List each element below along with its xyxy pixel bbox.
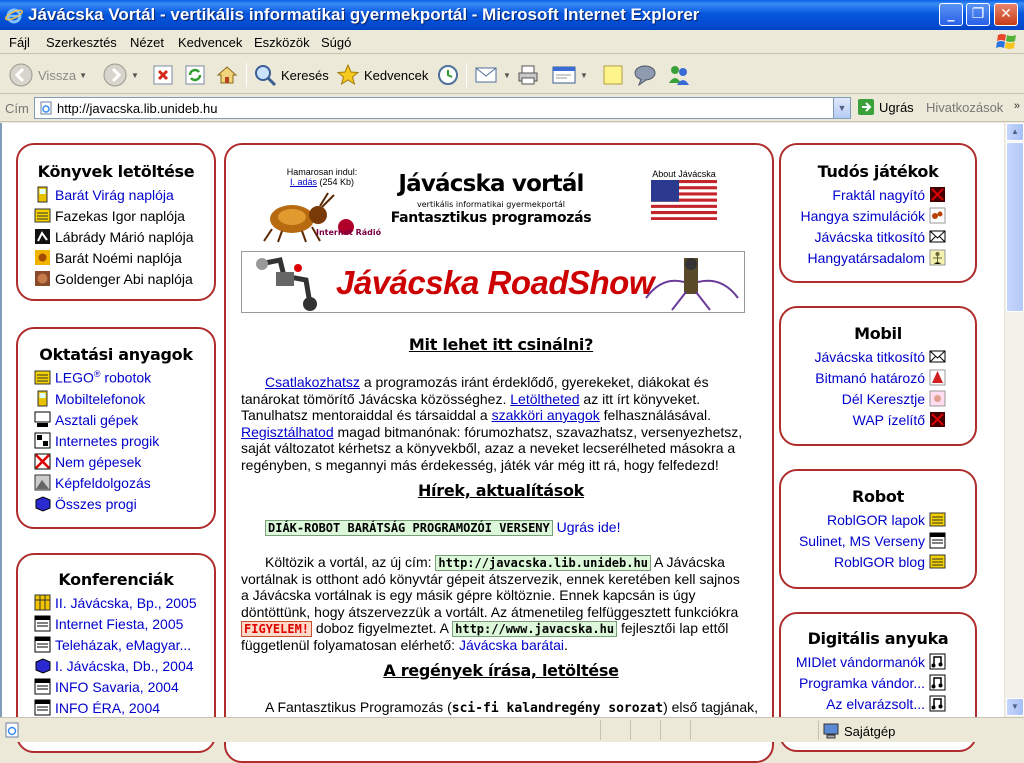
- document-icon: [34, 678, 51, 695]
- book-icon: [34, 207, 51, 224]
- radio-promo: Hamarosan indul: I. adás (254 Kb): [286, 167, 358, 187]
- list-item[interactable]: Barát Virág naplója: [34, 184, 214, 205]
- scroll-up-button[interactable]: ▲: [1006, 123, 1024, 141]
- search-icon: [253, 63, 277, 87]
- main-content: [224, 143, 774, 763]
- book-icon: [929, 553, 946, 570]
- forward-arrow-icon: [102, 62, 128, 88]
- novels-paragraph: A Fantasztikus Programozás (sci-fi kalandregény sorozat) első tagjának,: [265, 699, 759, 716]
- print-button[interactable]: [516, 61, 540, 89]
- edu-title: Oktatási anyagok: [39, 345, 193, 364]
- menu-help[interactable]: Súgó: [321, 35, 352, 50]
- books-list: [34, 184, 214, 289]
- robot-box: [779, 469, 977, 589]
- books-box: [16, 143, 216, 301]
- address-dropdown-button[interactable]: ▼: [833, 98, 850, 118]
- menu-edit[interactable]: Szerkesztés: [46, 35, 117, 50]
- calendar-icon: [34, 594, 51, 611]
- list-item[interactable]: Nem gépesek: [34, 451, 214, 472]
- list-item[interactable]: II. Jávácska, Bp., 2005: [34, 592, 214, 613]
- robot-title: Robot: [852, 487, 904, 506]
- dropdown-arrow-icon: ▼: [503, 70, 511, 80]
- address-url: http://javacska.lib.unideb.hu: [57, 101, 218, 116]
- about-javacska[interactable]: About Jávácska: [644, 169, 724, 222]
- mail-icon: [474, 63, 500, 87]
- list-item[interactable]: Hangyatársadalom: [781, 247, 946, 268]
- scroll-down-button[interactable]: ▼: [1006, 698, 1024, 716]
- go-arrow-icon: [857, 98, 875, 116]
- refresh-button[interactable]: [184, 61, 206, 89]
- close-button[interactable]: ✕: [994, 3, 1018, 26]
- list-item[interactable]: Fazekas Igor naplója: [34, 205, 214, 226]
- list-item[interactable]: Sulinet, MS Verseny: [781, 530, 946, 551]
- dev-address: http://www.javacska.hu: [452, 621, 617, 637]
- page-viewport: [0, 123, 1004, 717]
- back-arrow-icon: [8, 62, 34, 88]
- site-subtitle: vertikális informatikai gyermekportál: [417, 200, 565, 209]
- digital-list: [781, 651, 946, 714]
- document-icon: [34, 615, 51, 632]
- list-item[interactable]: RoblGOR lapok: [781, 509, 946, 530]
- episode-link[interactable]: I. adás: [289, 177, 317, 187]
- mobile-title: Mobil: [854, 324, 902, 343]
- news-paragraph: Költözik a vortál, az új cím: http://javacska.lib.unideb.hu A Jávácska vortálnak is otthont adó könyvtár gépeit átszervezik, ennek keretében kell sajnos a Jávácska vortálnak is egy másik gépre költöznie. Ennek kapcsán is úgy döntöttünk, hogy átszervezzük a vortált. Az átmenetileg felfüggesztett funkciókra FIGYELEM! doboz figyelmeztet. A http://www.javacska.hu fejlesztői lap ettől függetlenül folyamatosan elérhető: Jávácska barátai.: [241, 554, 740, 653]
- messenger-button[interactable]: [633, 61, 659, 89]
- list-item[interactable]: RoblGOR blog: [781, 551, 946, 572]
- lego-robot-image: [250, 254, 340, 312]
- edit-button[interactable]: [551, 61, 588, 89]
- contest-row: [265, 519, 620, 535]
- intro-paragraph: Csatlakozhatsz a programozás iránt érdeklődő, gyerekeket, diákokat és tanárokat tömörítő Jávácska közösséghez. Letöltheted az itt írt könyveket. Tanulhatsz mentoraiddal és társaiddal a szakköri anyagok felhasználásával. Regisztálhatod magad bitmanónak: fórumozhatsz, szavazhatsz, versenyezhetsz, saját változatot kérhetsz a könyvekből, azaz a neveket lecserélheted másokra a regényben, s megannyi más érdekesség, játék vár még itt rá, hogy felfedezd!: [241, 374, 743, 473]
- favorites-button[interactable]: Kedvencek: [336, 61, 428, 89]
- internet-explorer-icon: [5, 6, 23, 24]
- music-note-icon: [929, 674, 946, 691]
- document-icon: [34, 699, 51, 716]
- go-button[interactable]: Ugrás: [857, 98, 914, 116]
- banner-title: Jávácska RoadShow: [336, 264, 654, 301]
- list-item[interactable]: Jávácska titkosító: [781, 226, 946, 247]
- note-icon: [601, 63, 625, 87]
- contest-link[interactable]: Ugrás ide!: [556, 519, 621, 535]
- mobile-list: [781, 346, 946, 430]
- robot-icon: [34, 228, 51, 245]
- scroll-thumb[interactable]: [1006, 142, 1024, 312]
- home-button[interactable]: [215, 61, 239, 89]
- digital-title: Digitális anyuka: [807, 629, 949, 648]
- list-item[interactable]: Goldenger Abi naplója: [34, 268, 214, 289]
- games-list: [781, 184, 946, 268]
- fractal-icon: [929, 411, 946, 428]
- page-icon: [39, 101, 53, 115]
- bitmano-icon: [929, 369, 946, 386]
- menu-view[interactable]: Nézet: [130, 35, 164, 50]
- us-flag-icon: [651, 180, 717, 220]
- envelope-icon: [929, 228, 946, 245]
- cube-icon: [34, 495, 51, 512]
- new-address: http://javacska.lib.unideb.hu: [435, 555, 651, 571]
- refresh-icon: [184, 64, 206, 86]
- address-bar: [0, 95, 1024, 122]
- list-item[interactable]: WAP ízelítő: [781, 409, 946, 430]
- standard-toolbar: [0, 55, 1024, 94]
- links-toolbar-label[interactable]: Hivatkozások: [926, 100, 1004, 115]
- menu-bar: [0, 30, 1024, 54]
- list-item[interactable]: Mobiltelefonok: [34, 388, 214, 409]
- ant-radio-image[interactable]: [262, 191, 382, 243]
- cube-icon: [34, 657, 51, 674]
- warning-badge: FIGYELEM!: [241, 621, 312, 637]
- contest-badge: DIÁK-ROBOT BARÁTSÁG PROGRAMOZÓI VERSENY: [265, 520, 553, 536]
- window-title: Jávácska Vortál - vertikális informatikai gyermekportál - Microsoft Internet Explorer: [28, 5, 700, 24]
- site-header: [376, 171, 606, 226]
- what-heading: Mit lehet itt csinálni?: [408, 335, 594, 354]
- games-title: Tudós játékok: [817, 162, 939, 181]
- dropdown-arrow-icon: ▼: [131, 70, 139, 80]
- ant-colony-icon: [929, 249, 946, 266]
- register-link[interactable]: Regisztálhatod: [241, 423, 334, 440]
- home-icon: [215, 63, 239, 87]
- list-item[interactable]: Jávácska titkosító: [781, 346, 946, 367]
- desktop-computer-icon: [34, 411, 51, 428]
- list-item[interactable]: INFO Savaria, 2004: [34, 676, 214, 697]
- games-box: [779, 143, 977, 283]
- dropdown-arrow-icon: ▼: [580, 70, 588, 80]
- windows-logo-icon: [996, 32, 1018, 52]
- mail-button[interactable]: [474, 61, 511, 89]
- join-link[interactable]: Csatlakozhatsz: [265, 374, 360, 390]
- site-slogan: Fantasztikus programozás: [390, 210, 592, 226]
- security-zone: Sajátgép: [822, 722, 895, 740]
- list-item[interactable]: Képfeldolgozás: [34, 472, 214, 493]
- list-item[interactable]: Összes progi: [34, 493, 214, 514]
- list-item[interactable]: Dél Keresztje: [781, 388, 946, 409]
- list-item[interactable]: Bitmanó határozó: [781, 367, 946, 388]
- document-icon: [34, 636, 51, 653]
- page-done-icon: [4, 722, 20, 738]
- music-note-icon: [929, 653, 946, 670]
- list-item[interactable]: Asztali gépek: [34, 409, 214, 430]
- robot-list: [781, 509, 946, 572]
- address-label: Cím: [5, 101, 29, 116]
- discuss-button[interactable]: [601, 61, 625, 89]
- list-item[interactable]: Internet Fiesta, 2005: [34, 613, 214, 634]
- roadshow-banner[interactable]: [241, 251, 745, 313]
- list-item[interactable]: [34, 367, 214, 388]
- envelope-icon: [929, 348, 946, 365]
- mobile-phone-icon: [34, 186, 51, 203]
- star-icon: [336, 63, 360, 87]
- stop-button[interactable]: [152, 61, 174, 89]
- site-title: Jávácska vortál: [398, 171, 584, 197]
- menu-tools[interactable]: Eszközök: [254, 35, 310, 50]
- flower-icon: [34, 249, 51, 266]
- title-bar[interactable]: [0, 0, 1024, 30]
- history-button[interactable]: [436, 61, 460, 89]
- printer-icon: [516, 63, 540, 87]
- people-icon: [666, 63, 692, 87]
- music-note-icon: [929, 695, 946, 712]
- image-processing-icon: [34, 474, 51, 491]
- list-item[interactable]: Lábrády Márió naplója: [34, 226, 214, 247]
- friends-link[interactable]: Jávácska barátai: [458, 636, 564, 653]
- download-link[interactable]: Letöltheted: [510, 390, 580, 407]
- list-item[interactable]: Barát Noémi naplója: [34, 247, 214, 268]
- list-item[interactable]: I. Jávácska, Db., 2004: [34, 655, 214, 676]
- list-item[interactable]: Teleházak, eMagyar...: [34, 634, 214, 655]
- list-item[interactable]: INFO ÉRA, 2004: [34, 697, 214, 718]
- picture-icon: [34, 270, 51, 287]
- spider-robot-image: [642, 254, 742, 312]
- forward-button[interactable]: [102, 61, 139, 89]
- network-icon: [34, 432, 51, 449]
- list-item[interactable]: Hangya szimulációk: [781, 205, 946, 226]
- chat-bubble-icon: [633, 63, 659, 87]
- search-button[interactable]: Keresés: [253, 61, 329, 89]
- stop-icon: [152, 64, 174, 86]
- chevron-right-icon[interactable]: »: [1013, 100, 1020, 112]
- list-item[interactable]: Internetes progik: [34, 430, 214, 451]
- maximize-button[interactable]: ❐: [966, 3, 990, 26]
- minimize-button[interactable]: _: [939, 3, 963, 26]
- ant-icon: [929, 207, 946, 224]
- dropdown-arrow-icon: ▼: [79, 70, 87, 80]
- lego-robots-link[interactable]: LEGO® robotok: [55, 369, 152, 386]
- club-materials-link[interactable]: szakköri anyagok: [491, 407, 600, 423]
- news-heading: Hírek, aktualítások: [417, 481, 585, 500]
- radio-label: Internet Rádió: [316, 228, 382, 237]
- book-icon: [34, 369, 51, 386]
- document-icon: [929, 532, 946, 549]
- edu-box: [16, 327, 216, 529]
- menu-file[interactable]: Fájl: [9, 35, 30, 50]
- mobile-box: [779, 306, 977, 446]
- address-input[interactable]: [34, 97, 851, 119]
- list-item[interactable]: MIDlet vándormanók: [781, 651, 946, 672]
- mobile-phone-icon: [34, 390, 51, 407]
- books-title: Könyvek letöltése: [37, 162, 195, 181]
- conf-title: Konferenciák: [58, 570, 174, 589]
- menu-favorites[interactable]: Kedvencek: [178, 35, 243, 50]
- book-icon: [929, 511, 946, 528]
- list-item[interactable]: Az elvarázsolt...: [781, 693, 946, 714]
- vertical-scrollbar[interactable]: [1004, 123, 1024, 717]
- list-item[interactable]: Programka vándor...: [781, 672, 946, 693]
- novels-heading: A regények írása, letöltése: [383, 661, 619, 680]
- southern-cross-icon: [929, 390, 946, 407]
- history-icon: [436, 63, 460, 87]
- conf-list: [34, 592, 214, 718]
- edit-page-icon: [551, 63, 577, 87]
- status-bar: [0, 717, 1024, 742]
- back-button[interactable]: Vissza ▼: [8, 61, 87, 89]
- my-computer-icon: [822, 722, 840, 740]
- contacts-button[interactable]: [666, 61, 692, 89]
- no-computer-icon: [34, 453, 51, 470]
- list-item[interactable]: Fraktál nagyító: [781, 184, 946, 205]
- fractal-icon: [929, 186, 946, 203]
- edu-list: [34, 367, 214, 514]
